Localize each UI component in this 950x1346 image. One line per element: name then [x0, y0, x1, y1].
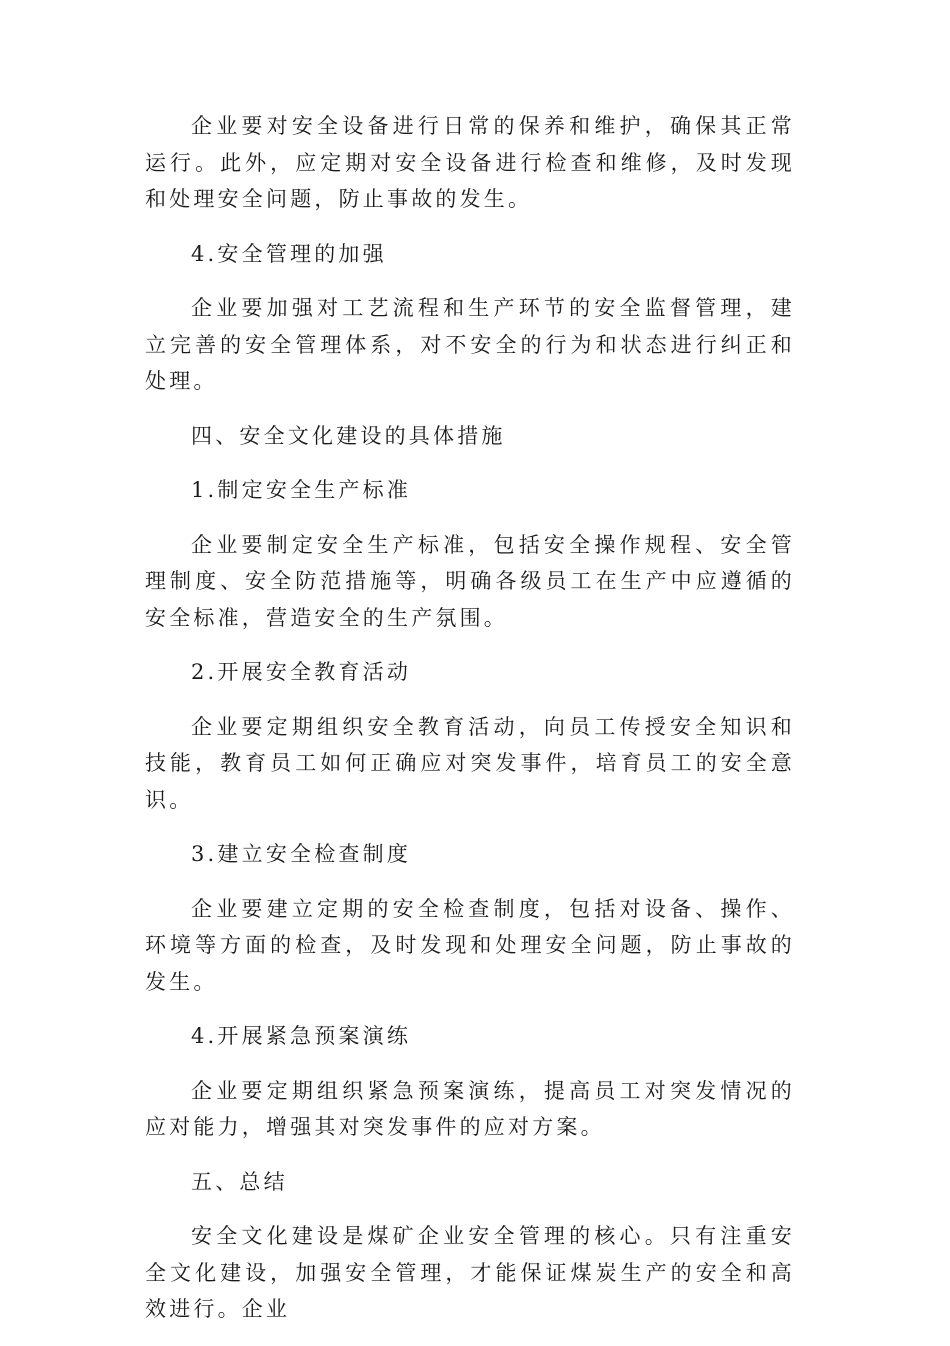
paragraph-safety-education: 企业要定期组织安全教育活动，向员工传授安全知识和技能，教育员工如何正确应对突发事件，培育员工的安全意识。 [145, 714, 795, 812]
document-page [145, 108, 795, 1346]
paragraph-safety-management: 企业要加强对工艺流程和生产环节的安全监督管理，建立完善的安全管理体系，对不安全的行为和状态进行纠正和处理。 [145, 296, 795, 393]
heading-safety-education: 2.开展安全教育活动 [191, 660, 412, 684]
paragraph-equipment-maintenance: 企业要对安全设备进行日常的保养和维护，确保其正常运行。此外，应定期对安全设备进行检查和维修，及时发现和处理安全问题，防止事故的发生。 [145, 114, 795, 211]
paragraph-production-standards: 企业要制定安全生产标准，包括安全操作规程、安全管理制度、安全防范措施等，明确各级员工在生产中应遵循的安全标准，营造安全的生产氛围。 [145, 532, 795, 630]
paragraph-summary: 安全文化建设是煤矿企业安全管理的核心。只有注重安全文化建设，加强安全管理，才能保证煤炭生产的安全和高效进行。企业 [145, 1224, 795, 1321]
heading-summary: 五、总结 [191, 1169, 288, 1194]
heading-emergency-drill: 4.开展紧急预案演练 [191, 1024, 412, 1048]
paragraph-safety-inspection: 企业要建立定期的安全检查制度，包括对设备、操作、环境等方面的检查，及时发现和处理安全问题，防止事故的发生。 [145, 896, 795, 994]
heading-safety-management: 4.安全管理的加强 [191, 241, 387, 266]
heading-section-four: 四、安全文化建设的具体措施 [191, 423, 506, 448]
heading-production-standards: 1.制定安全生产标准 [191, 478, 412, 502]
paragraph-emergency-drill: 企业要定期组织紧急预案演练，提高员工对突发情况的应对能力，增强其对突发事件的应对方案。 [145, 1078, 795, 1139]
heading-safety-inspection: 3.建立安全检查制度 [191, 842, 412, 866]
